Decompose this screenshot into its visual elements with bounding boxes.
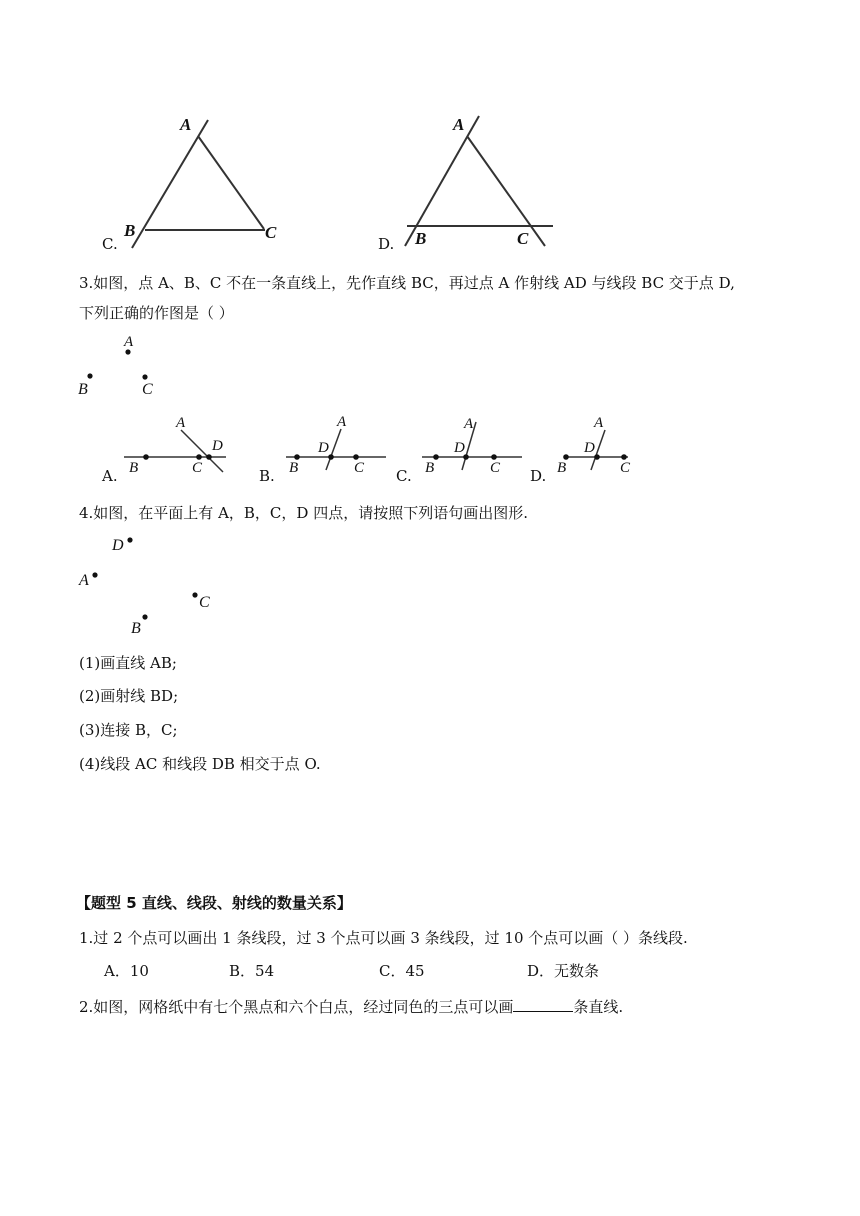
- s5-q1-stem: 1.过 2 个点可以画出 1 条线段，过 3 个点可以画 3 条线段，过 10 个点可以画（ ）条线段.: [79, 929, 688, 947]
- label-a: A: [180, 115, 192, 134]
- label-b: B: [124, 221, 136, 240]
- label-b: B: [557, 460, 567, 476]
- q3-option-c-figure: [418, 412, 526, 482]
- q3-option-d-label: D.: [530, 467, 547, 485]
- q4-step-4: (4)线段 AC 和线段 DB 相交于点 O.: [79, 755, 321, 773]
- point-b-label: B: [131, 620, 141, 637]
- label-c: C: [354, 460, 365, 476]
- s5-q2-stem-before: 2.如图，网格纸中有七个黑点和六个白点，经过同色的三点可以画: [79, 998, 514, 1016]
- point-a-label: A: [124, 334, 134, 350]
- s5-q2-stem: [79, 997, 623, 1017]
- label-b: B: [415, 229, 427, 248]
- q3-option-b-figure: [282, 412, 390, 482]
- label-a: A: [453, 115, 465, 134]
- s5-q1-option-a: A．10: [104, 962, 149, 980]
- label-a: A: [464, 416, 474, 432]
- q3-option-a-label: A.: [102, 467, 118, 485]
- q4-step-1: (1)画直线 AB;: [79, 654, 177, 672]
- label-c: C: [192, 460, 203, 476]
- label-c: C: [265, 223, 277, 242]
- label-c: C: [490, 460, 501, 476]
- point-b-label: B: [78, 381, 88, 398]
- label-a: A: [594, 415, 604, 431]
- option-c-label: C.: [102, 235, 118, 253]
- label-d: D: [212, 438, 223, 454]
- label-a: A: [176, 415, 186, 431]
- triangle-figure-c: [120, 110, 300, 250]
- q4-step-2: (2)画射线 BD;: [79, 687, 179, 705]
- label-d: D: [318, 440, 329, 456]
- label-b: B: [129, 460, 139, 476]
- answer-blank[interactable]: [513, 997, 573, 1012]
- label-d: D: [584, 440, 595, 456]
- q3-option-d-figure: [550, 412, 640, 482]
- s5-q1-option-b: B．54: [229, 962, 275, 980]
- s5-q2-stem-after: 条直线.: [573, 998, 624, 1016]
- section-5-title: 【题型 5 直线、线段、射线的数量关系】: [76, 894, 352, 912]
- q3-option-c-label: C.: [396, 467, 412, 485]
- point-c-label: C: [199, 594, 210, 611]
- q3-stem-line1: 3.如图，点 A、B、C 不在一条直线上，先作直线 BC，再过点 A 作射线 AD 与线段 BC 交于点 D,: [79, 274, 735, 292]
- label-b: B: [289, 460, 299, 476]
- point-d-label: D: [112, 537, 124, 554]
- label-a: A: [337, 414, 347, 430]
- label-b: B: [425, 460, 435, 476]
- triangle-figure-d: [395, 108, 565, 250]
- label-c: C: [620, 460, 631, 476]
- point-a-label: A: [79, 572, 89, 589]
- q4-step-3: (3)连接 B，C;: [79, 721, 178, 739]
- option-d-label: D.: [378, 235, 395, 253]
- point-c-label: C: [142, 381, 153, 398]
- q3-stem-line2: 下列正确的作图是（ ）: [79, 304, 234, 322]
- label-c: C: [517, 229, 529, 248]
- q4-stem: 4.如图，在平面上有 A，B，C，D 四点，请按照下列语句画出图形.: [79, 504, 528, 522]
- q3-option-b-label: B.: [259, 467, 275, 485]
- q3-points-figure: [76, 332, 176, 400]
- s5-q1-option-d: D．无数条: [527, 962, 600, 980]
- q3-option-a-figure: [120, 412, 232, 482]
- s5-q1-option-c: C．45: [379, 962, 425, 980]
- label-d: D: [454, 440, 465, 456]
- q4-points-figure: [76, 530, 226, 640]
